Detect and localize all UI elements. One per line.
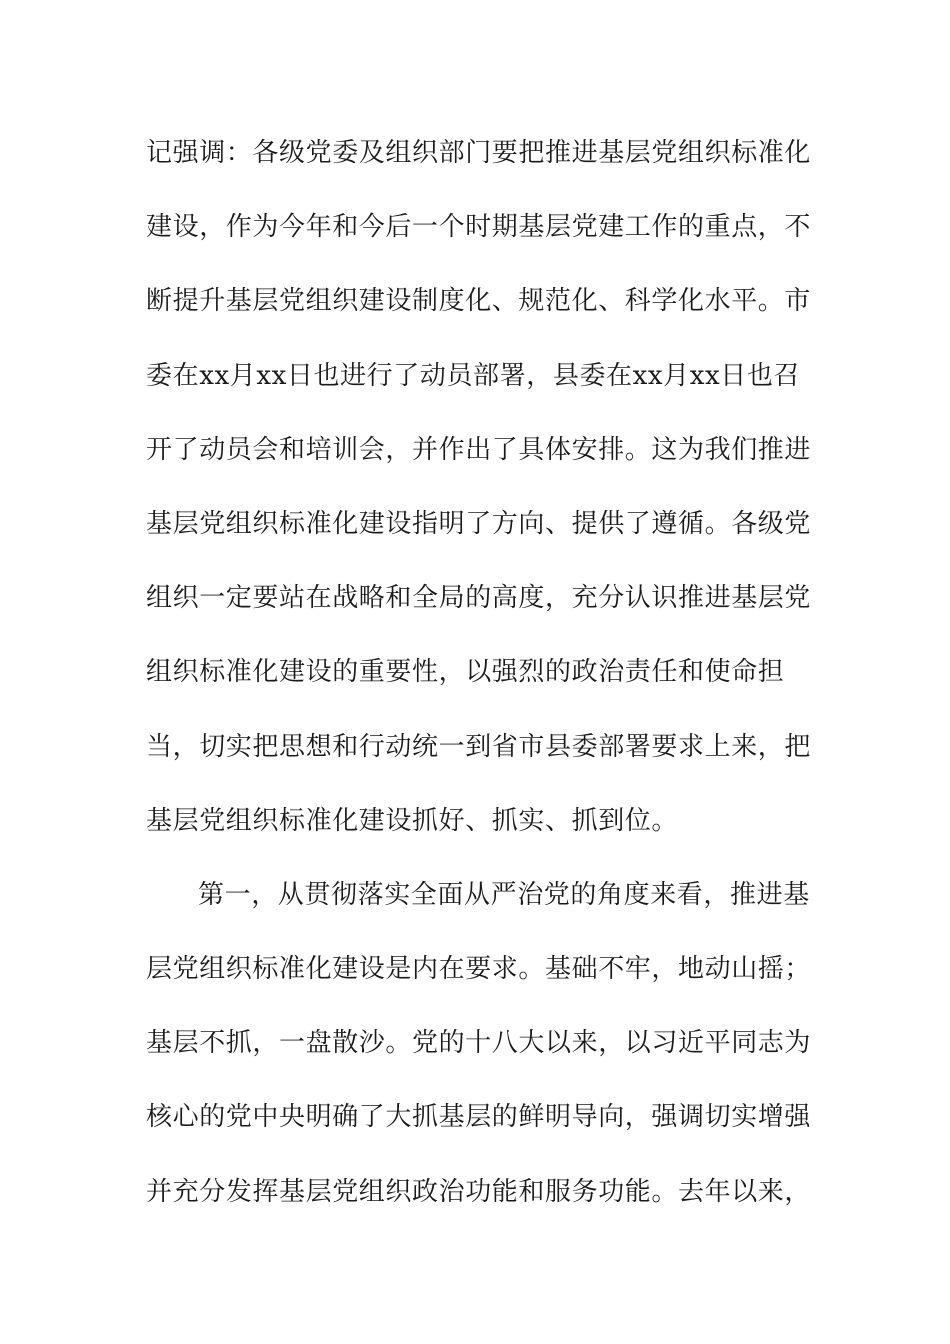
text-line: 组织标准化建设的重要性，以强烈的政治责任和使命担 <box>146 657 785 688</box>
text-line: 层党组织标准化建设是内在要求。基础不牢，地动山摇； <box>146 954 812 985</box>
text-line: 基层党组织标准化建设指明了方向、提供了遵循。各级党 <box>146 508 812 539</box>
text-line: 断提升基层党组织建设制度化、规范化、科学化水平。市 <box>146 286 812 317</box>
text-line: 基层党组织标准化建设抓好、抓实、抓到位。 <box>146 805 679 836</box>
text-line: 组织一定要站在战略和全局的高度，充分认识推进基层党 <box>146 583 812 614</box>
text-line: 当，切实把思想和行动统一到省市县委部署要求上来，把 <box>146 731 812 762</box>
text-line: 开了动员会和培训会，并作出了具体安排。这为我们推进 <box>146 434 812 465</box>
paragraph-start-line: 第一，从贯彻落实全面从严治党的角度来看，推进基 <box>198 879 810 910</box>
text-line: 并充分发挥基层党组织政治功能和服务功能。去年以来， <box>146 1176 812 1207</box>
text-line: 记强调：各级党委及组织部门要把推进基层党组织标准化 <box>146 138 812 168</box>
text-line: 委在xx月xx日也进行了动员部署，县委在xx月xx日也召 <box>146 360 801 391</box>
body-text <box>146 130 816 1243</box>
text-line: 建设，作为今年和今后一个时期基层党建工作的重点，不 <box>146 212 812 243</box>
text-line: 核心的党中央明确了大抓基层的鲜明导向，强调切实增强 <box>146 1102 812 1133</box>
text-line: 基层不抓，一盘散沙。党的十八大以来，以习近平同志为 <box>146 1028 812 1059</box>
